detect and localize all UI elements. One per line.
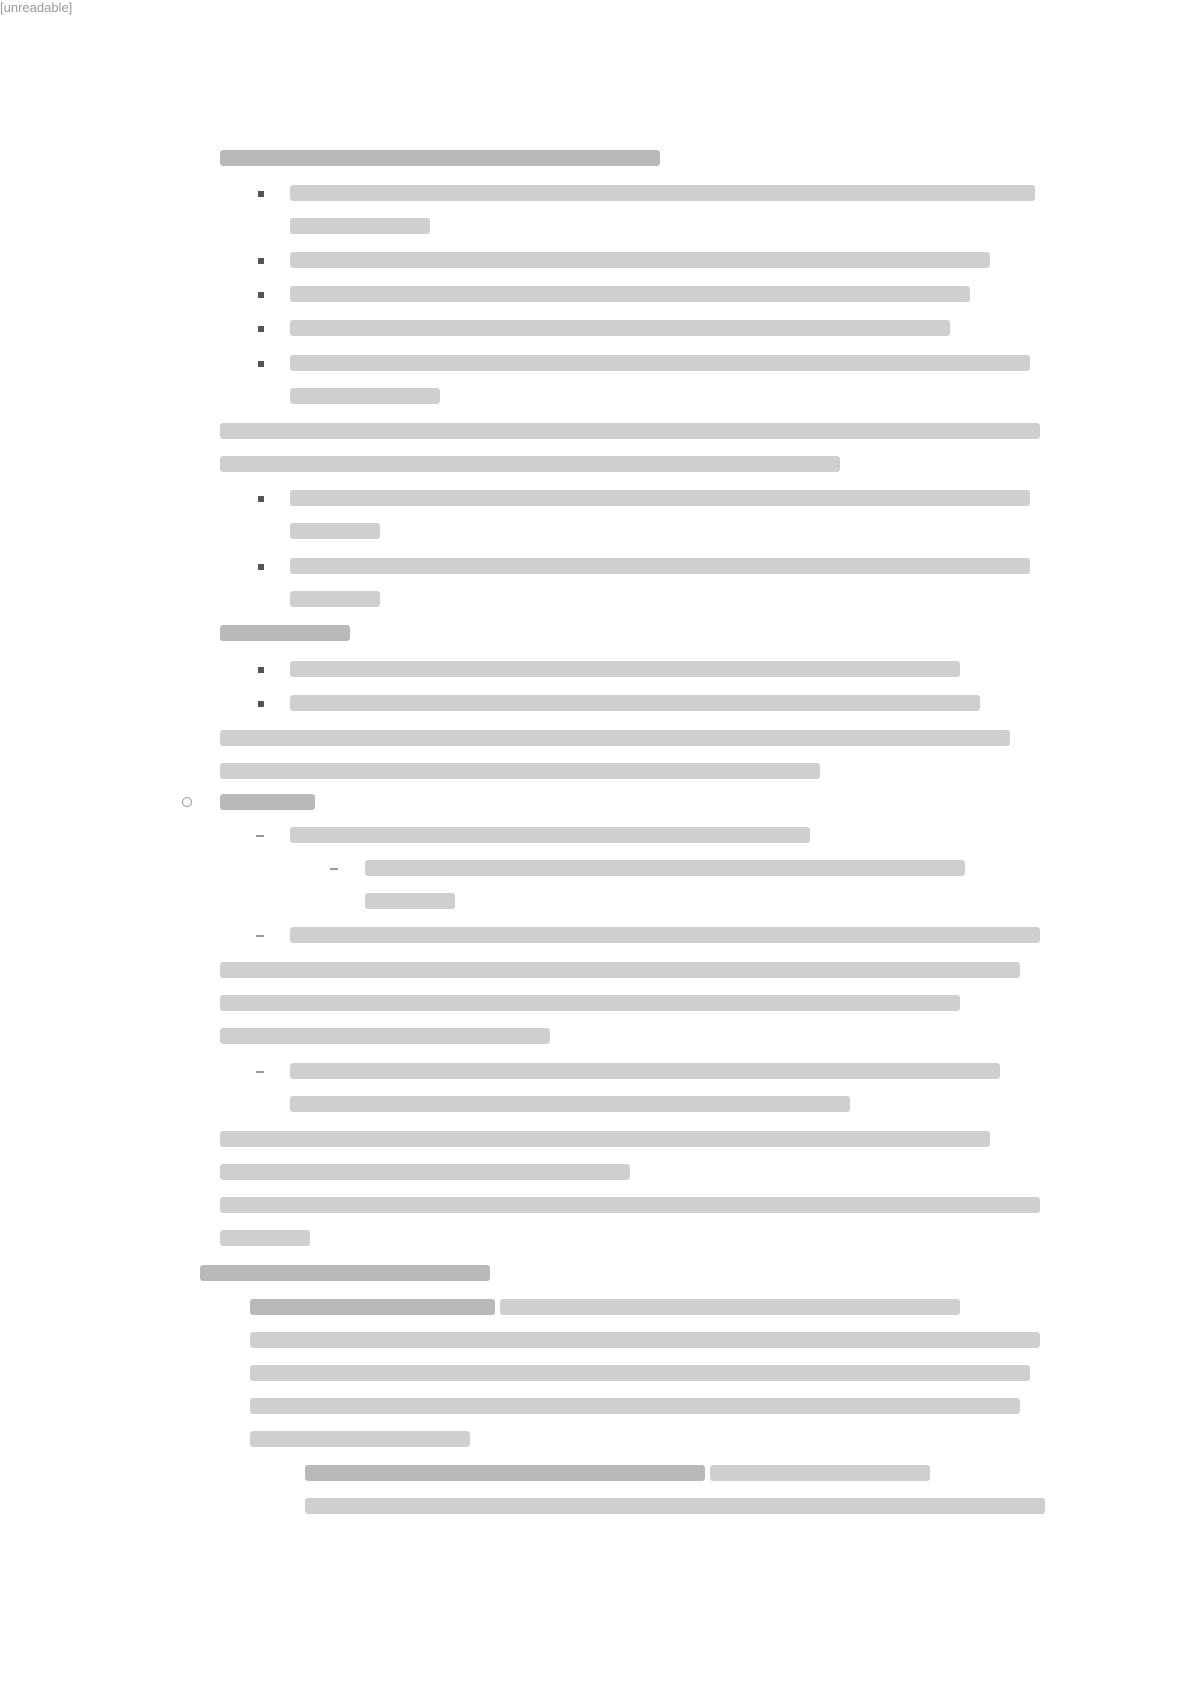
body-line bbox=[220, 1197, 1040, 1213]
body-line bbox=[290, 591, 380, 607]
body-line bbox=[250, 1431, 470, 1447]
bullet-icon bbox=[258, 701, 264, 707]
dash-icon bbox=[256, 1071, 264, 1073]
body-line bbox=[250, 1398, 1020, 1414]
body-line bbox=[220, 962, 1020, 978]
body-line bbox=[220, 763, 820, 779]
body-line bbox=[365, 893, 455, 909]
body-line bbox=[220, 456, 840, 472]
body-line bbox=[290, 927, 1040, 943]
body-line bbox=[290, 320, 950, 336]
body-line bbox=[290, 355, 1030, 371]
dash-icon bbox=[330, 868, 338, 870]
body-line bbox=[290, 286, 970, 302]
heading-line bbox=[220, 625, 350, 641]
body-line bbox=[220, 995, 960, 1011]
dash-icon bbox=[256, 835, 264, 837]
heading-line bbox=[200, 1265, 490, 1281]
body-line bbox=[290, 695, 980, 711]
body-line bbox=[290, 523, 380, 539]
body-line bbox=[290, 185, 1035, 201]
body-line bbox=[220, 1131, 990, 1147]
heading-line bbox=[220, 150, 660, 166]
body-line bbox=[290, 827, 810, 843]
circle-bullet-icon bbox=[182, 797, 192, 807]
body-line bbox=[290, 388, 440, 404]
bullet-icon bbox=[258, 496, 264, 502]
bullet-icon bbox=[258, 191, 264, 197]
body-line bbox=[220, 1230, 310, 1246]
bullet-icon bbox=[258, 258, 264, 264]
body-line bbox=[365, 860, 965, 876]
body-line bbox=[220, 1028, 550, 1044]
body-line bbox=[220, 1164, 630, 1180]
body-line bbox=[710, 1465, 930, 1481]
heading-line bbox=[220, 794, 315, 810]
body-line bbox=[220, 423, 1040, 439]
body-line bbox=[290, 1096, 850, 1112]
bullet-icon bbox=[258, 564, 264, 570]
body-line bbox=[290, 558, 1030, 574]
body-line bbox=[220, 730, 1010, 746]
bullet-icon bbox=[258, 326, 264, 332]
body-line bbox=[250, 1332, 1040, 1348]
heading-line bbox=[250, 1299, 495, 1315]
body-line bbox=[290, 1063, 1000, 1079]
body-line bbox=[290, 218, 430, 234]
body-line bbox=[290, 490, 1030, 506]
bullet-icon bbox=[258, 292, 264, 298]
body-line bbox=[290, 252, 990, 268]
unreadable-placeholder: [unreadable] bbox=[0, 0, 73, 15]
bullet-icon bbox=[258, 361, 264, 367]
body-line bbox=[250, 1365, 1030, 1381]
bullet-icon bbox=[258, 667, 264, 673]
body-line bbox=[305, 1498, 1045, 1514]
heading-line bbox=[305, 1465, 705, 1481]
body-line bbox=[500, 1299, 960, 1315]
body-line bbox=[290, 661, 960, 677]
dash-icon bbox=[256, 935, 264, 937]
